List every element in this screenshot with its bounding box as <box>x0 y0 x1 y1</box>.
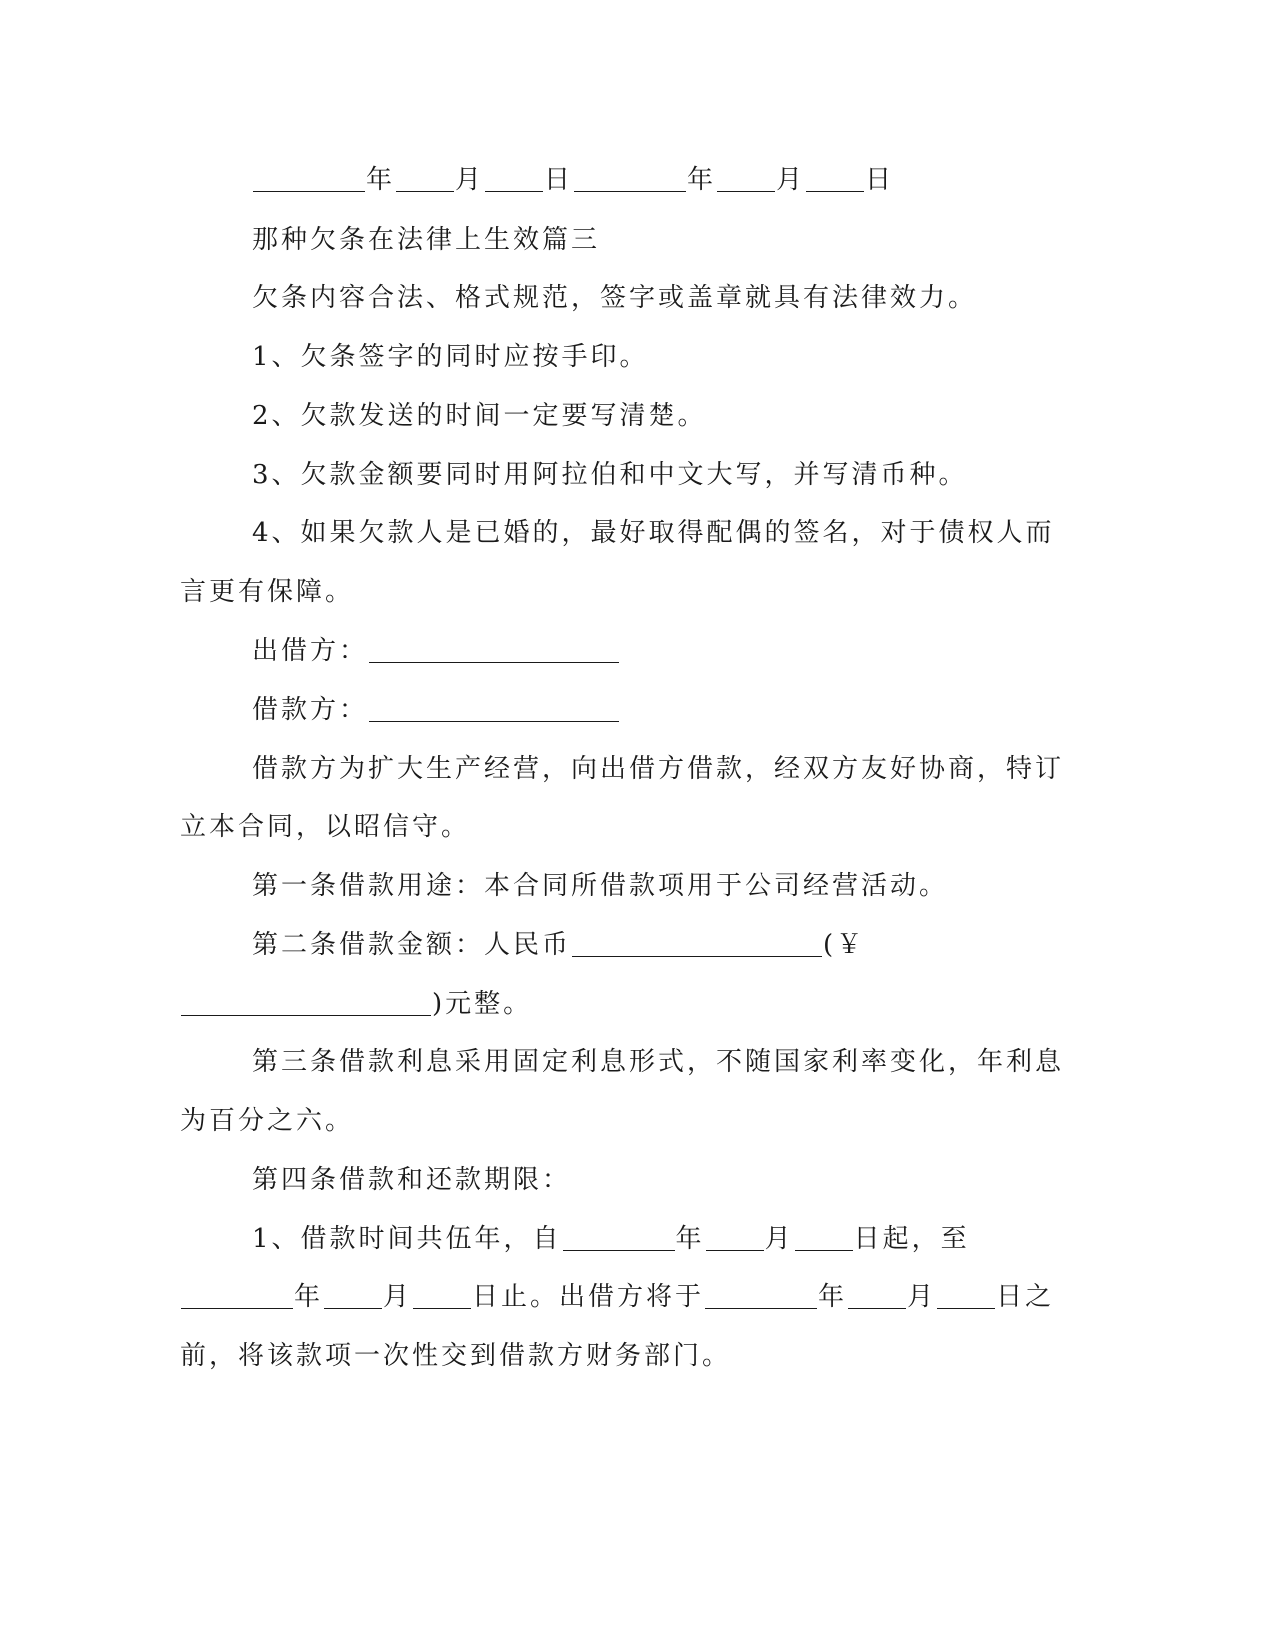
day-blank <box>485 161 543 192</box>
article-2-line2 <box>180 984 532 1024</box>
year-blank <box>574 161 686 192</box>
day-blank <box>795 1220 853 1251</box>
day-blank <box>937 1278 995 1309</box>
article-1: 第一条借款用途：本合同所借款项用于公司经营活动。 <box>252 871 949 901</box>
article-3-line1: 第三条借款利息采用固定利息形式，不随国家利率变化，年利息 <box>252 1047 1065 1077</box>
month-blank <box>848 1278 906 1309</box>
borrower-label: 借款方： <box>252 695 369 725</box>
year-blank <box>705 1278 817 1309</box>
amount-numeric-blank <box>181 985 431 1016</box>
article-2-line1 <box>252 925 865 965</box>
term-line1: 1、借款时间共伍年，自 年 月 日起，至 <box>252 1219 970 1259</box>
point-3: 3、欠款金额要同时用阿拉伯和中文大写，并写清币种。 <box>252 460 968 490</box>
date-signature-line: 年 月 日 年 月 日 <box>252 160 894 200</box>
point-2: 2、欠款发送的时间一定要写清楚。 <box>252 401 707 431</box>
lender-label: 出借方： <box>252 636 369 666</box>
term-line3: 前，将该款项一次性交到借款方财务部门。 <box>180 1341 732 1371</box>
day-blank <box>806 161 864 192</box>
article-2-close: )元整。 <box>432 989 533 1019</box>
term-line2: 年 月 日止。出借方将于 年 月 日之 <box>180 1277 1054 1317</box>
article-4: 第四条借款和还款期限： <box>252 1165 572 1195</box>
year-blank <box>253 161 365 192</box>
point-4-line1: 4、如果欠款人是已婚的，最好取得配偶的签名，对于债权人而 <box>252 518 1055 548</box>
article-2-prefix: 第二条借款金额：人民币 <box>252 930 572 960</box>
article-2-open: (￥ <box>823 930 866 960</box>
article-3-line2: 为百分之六。 <box>180 1106 355 1136</box>
section-heading: 那种欠条在法律上生效篇三 <box>252 225 601 255</box>
month-blank <box>396 161 454 192</box>
month-blank <box>706 1220 764 1251</box>
preamble-line2: 立本合同，以昭信守。 <box>180 812 471 842</box>
amount-words-blank <box>572 926 822 957</box>
year-blank <box>563 1220 675 1251</box>
intro-paragraph: 欠条内容合法、格式规范，签字或盖章就具有法律效力。 <box>252 283 978 313</box>
lender-line <box>252 631 620 671</box>
borrower-line <box>252 690 620 730</box>
lender-blank <box>369 632 619 663</box>
day-blank <box>413 1278 471 1309</box>
point-1: 1、欠条签字的同时应按手印。 <box>252 342 649 372</box>
year-blank <box>181 1278 293 1309</box>
point-4-line2: 言更有保障。 <box>180 577 355 607</box>
month-blank <box>717 161 775 192</box>
preamble-line1: 借款方为扩大生产经营，向出借方借款，经双方友好协商，特订 <box>252 754 1065 784</box>
month-blank <box>324 1278 382 1309</box>
borrower-blank <box>369 691 619 722</box>
